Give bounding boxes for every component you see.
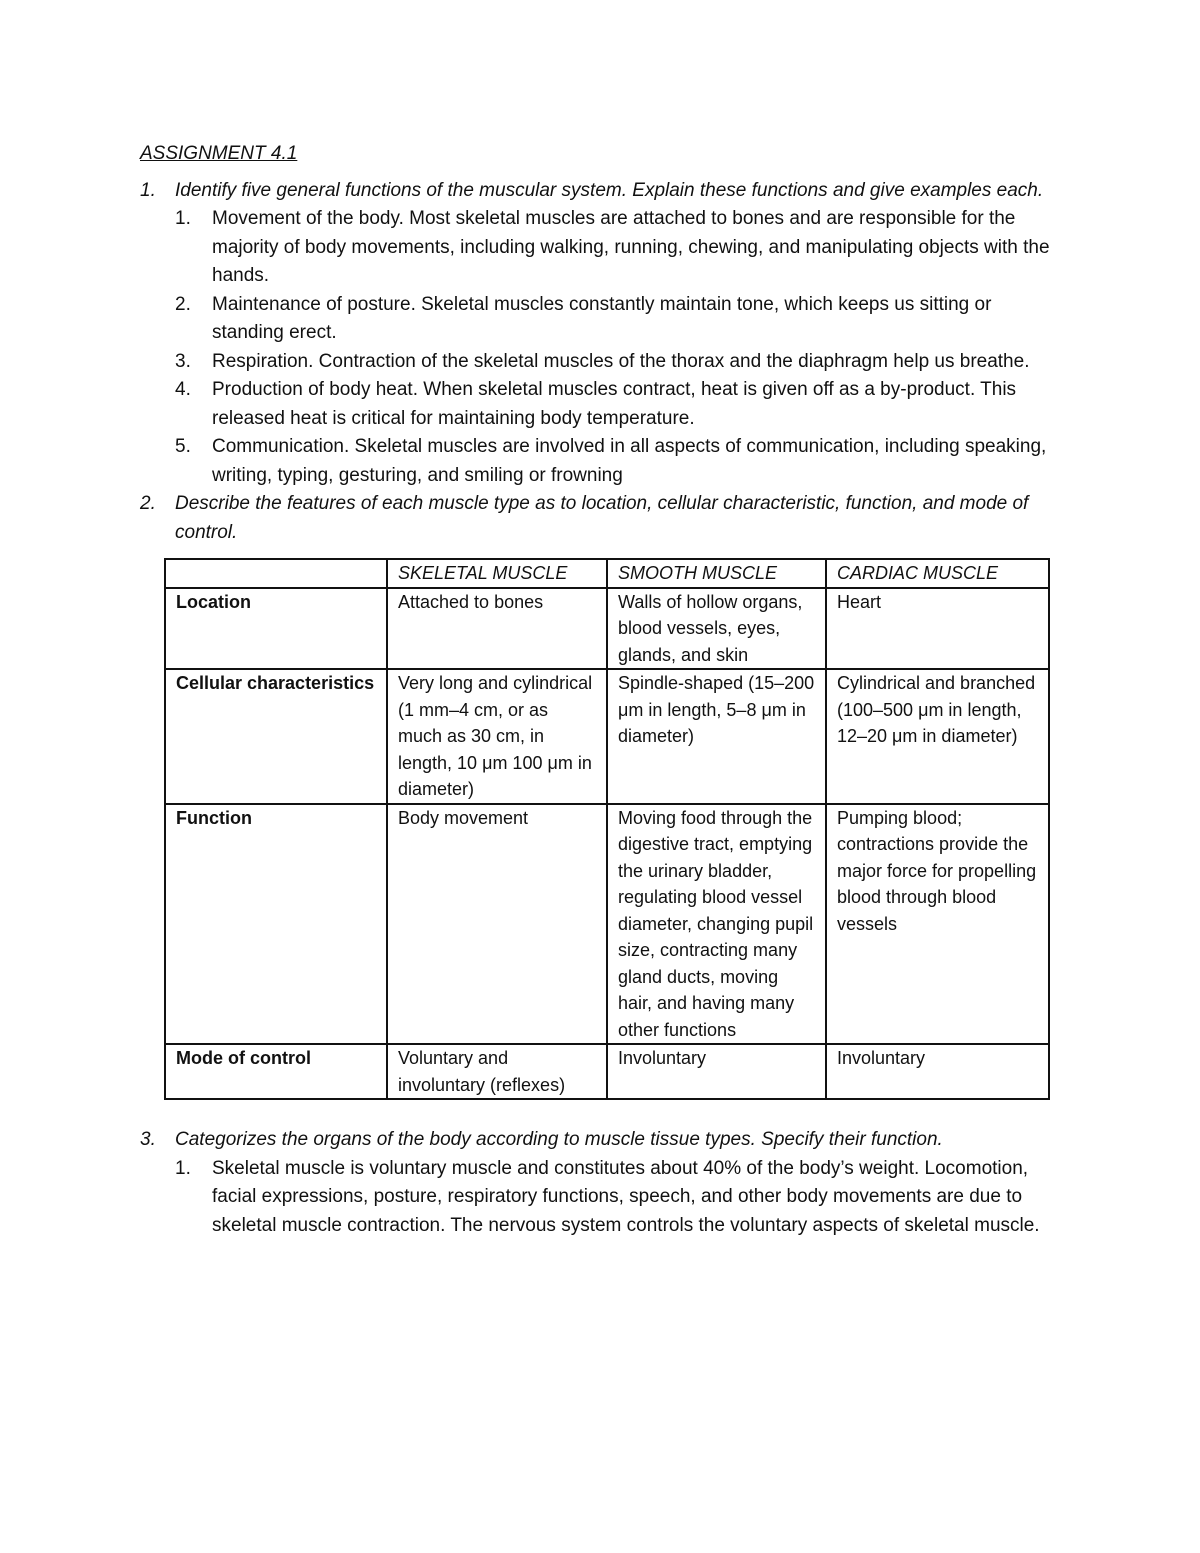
table-row [165,1044,1049,1099]
question-1 [140,177,1060,206]
table-cell: Body movement [387,804,607,1045]
assignment-title: ASSIGNMENT 4.1 [140,143,298,164]
answer-item [140,205,1060,291]
table-cell: Involuntary [826,1044,1049,1099]
answer-item [140,433,1060,490]
answer-number: 2. [175,293,191,315]
question-text: Describe the features of each muscle type as to location, cellular characteristic, function, and mode of control. [175,493,1029,543]
table-cell: Cylindrical and branched (100–500 μm in length, 12–20 μm in diameter) [826,669,1049,804]
table-cell: Walls of hollow organs, blood vessels, eyes, glands, and skin [607,588,826,670]
table-cell: Moving food through the digestive tract, emptying the urinary bladder, regulating blood vessel diameter, changing pupil size, contracting many gland ducts, moving hair, and having many other functions [607,804,826,1045]
answer-item [140,376,1060,433]
answer-number: 1. [175,1157,191,1179]
answer-number: 4. [175,379,191,400]
table-cell: Voluntary and involuntary (reflexes) [387,1044,607,1099]
table-cell: Very long and cylindrical (1 mm–4 cm, or as much as 30 cm, in length, 10 μm 100 μm in diameter) [387,669,607,804]
row-label: Function [165,804,387,1045]
answer-text: Production of body heat. When skeletal muscles contract, heat is given off as a by-product. This released heat is critical for maintaining body temperature. [212,379,1017,429]
row-label: Cellular characteristics [165,669,387,804]
answer-text: Skeletal muscle is voluntary muscle and constitutes about 40% of the body’s weight. Locomotion, facial expressions, posture, respiratory functions, speech, and other body movements are due to skeletal muscle contraction. The nervous system controls the voluntary aspects of skeletal muscle. [212,1157,1040,1236]
answer-item [140,348,1060,377]
row-label: Mode of control [165,1044,387,1099]
answer-item [140,1155,1060,1241]
table-row [165,588,1049,670]
answer-number: 3. [175,350,191,372]
question-2 [140,490,1060,547]
table-header-cell [165,559,387,588]
muscle-type-table [164,558,1050,1100]
row-label: Location [165,588,387,670]
answer-text: Communication. Skeletal muscles are involved in all aspects of communication, including speaking, writing, typing, gesturing, and smiling or frowning [212,436,1047,486]
document-page [140,140,1060,1240]
answer-item [140,291,1060,348]
answer-number: 1. [175,208,191,229]
table-cell: Attached to bones [387,588,607,670]
answer-number: 5. [175,436,191,457]
table-cell: Heart [826,588,1049,670]
table-row [165,669,1049,804]
answer-text: Respiration. Contraction of the skeletal muscles of the thorax and the diaphragm help us breathe. [212,350,1030,372]
table-header-cell: SMOOTH MUSCLE [607,559,826,588]
question-number: 3. [140,1129,156,1150]
table-row [165,804,1049,1045]
table-cell: Involuntary [607,1044,826,1099]
question-3 [140,1126,1060,1155]
answer-text: Movement of the body. Most skeletal muscles are attached to bones and are responsible for the majority of body movements, including walking, running, chewing, and manipulating objects with the hands. [212,208,1050,286]
answer-text: Maintenance of posture. Skeletal muscles constantly maintain tone, which keeps us sitting or standing erect. [212,293,992,343]
table-header-cell: CARDIAC MUSCLE [826,559,1049,588]
question-number: 2. [140,493,156,514]
table-header-row [165,559,1049,588]
table-cell: Pumping blood; contractions provide the major force for propelling blood through blood vessels [826,804,1049,1045]
table-header-cell: SKELETAL MUSCLE [387,559,607,588]
question-text: Identify five general functions of the muscular system. Explain these functions and give examples each. [175,179,1044,201]
question-number: 1. [140,179,156,201]
question-text: Categorizes the organs of the body according to muscle tissue types. Specify their function. [175,1129,943,1150]
table-cell: Spindle-shaped (15–200 μm in length, 5–8 μm in diameter) [607,669,826,804]
